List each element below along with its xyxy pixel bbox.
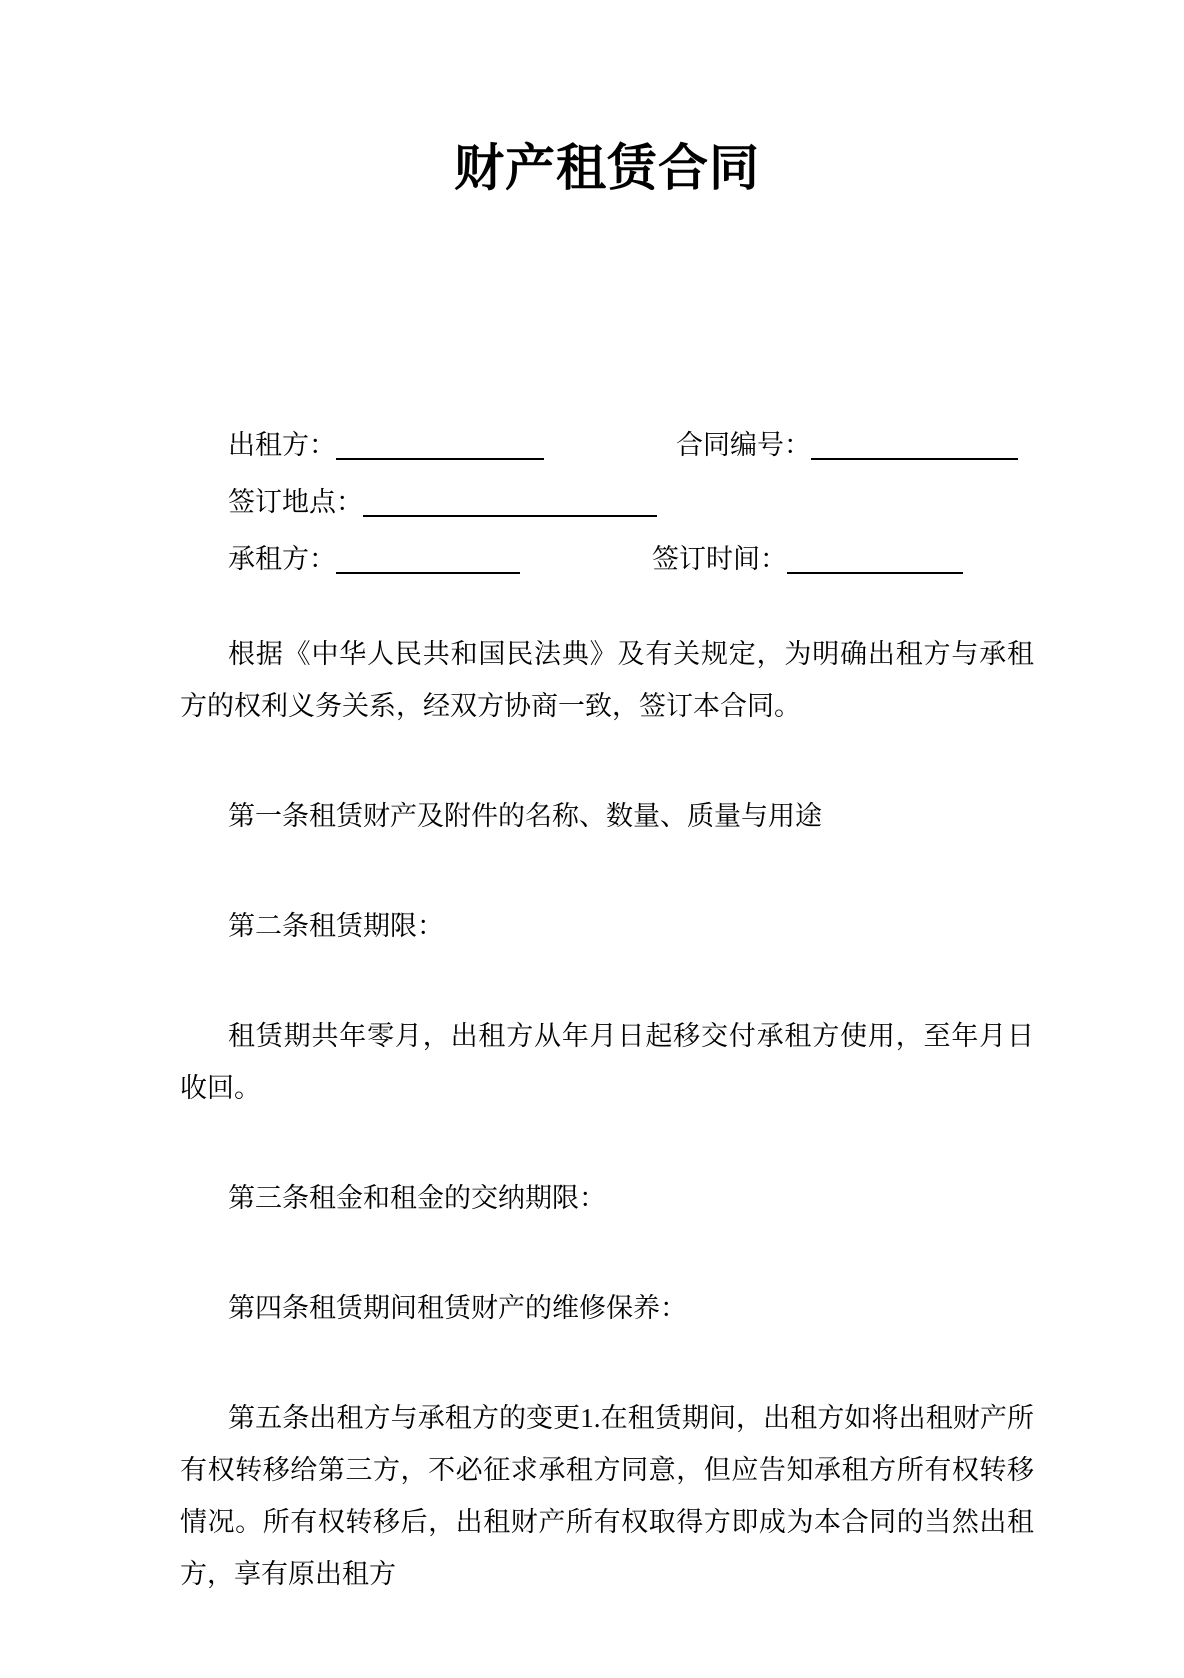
contract-body (180, 628, 1034, 1600)
form-row-signing-place (180, 482, 1034, 539)
form-row-lessee (180, 539, 1034, 596)
contract-no-blank-line (811, 431, 1018, 460)
lessor-label: 出租方： (228, 430, 336, 460)
clause-2-paragraph: 第二条租赁期限： (228, 911, 444, 941)
document-title: 财产租赁合同 (454, 139, 760, 197)
signing-place-field (228, 487, 657, 517)
clause-3-paragraph: 第三条租金和租金的交纳期限： (228, 1183, 606, 1213)
signing-place-label: 签订地点： (228, 487, 363, 517)
clause-5-paragraph: 第五条出租方与承租方的变更1.在租赁期间，出租方如将出租财产所有权转移给第三方，不必征求承租方同意，但应告知承租方所有权转移情况。所有权转移后，出租财产所有权取得方即成为本合同的当然出租方，享有原出租方 (180, 1403, 1034, 1589)
contract-no-label: 合同编号： (676, 430, 811, 460)
intro-paragraph: 根据《中华人民共和国民法典》及有关规定，为明确出租方与承租方的权利义务关系，经双方协商一致，签订本合同。 (180, 639, 1034, 721)
signing-place-blank-line (363, 488, 657, 517)
signing-time-blank-line (787, 545, 963, 574)
clause-2-term-paragraph: 租赁期共年零月，出租方从年月日起移交付承租方使用，至年月日收回。 (180, 1021, 1034, 1103)
contract-header-form (180, 425, 1034, 596)
contract-no-field (676, 425, 1018, 465)
lessee-label: 承租方： (228, 544, 336, 574)
lessee-field (228, 544, 520, 574)
form-row-lessor (180, 425, 1034, 482)
lessor-field (228, 430, 544, 460)
signing-time-label: 签订时间： (652, 544, 787, 574)
lessee-blank-line (336, 545, 520, 574)
signing-time-field (652, 539, 963, 579)
clause-4-paragraph: 第四条租赁期间租赁财产的维修保养： (228, 1293, 687, 1323)
lessor-blank-line (336, 431, 544, 460)
clause-1-paragraph: 第一条租赁财产及附件的名称、数量、质量与用途 (228, 801, 822, 831)
